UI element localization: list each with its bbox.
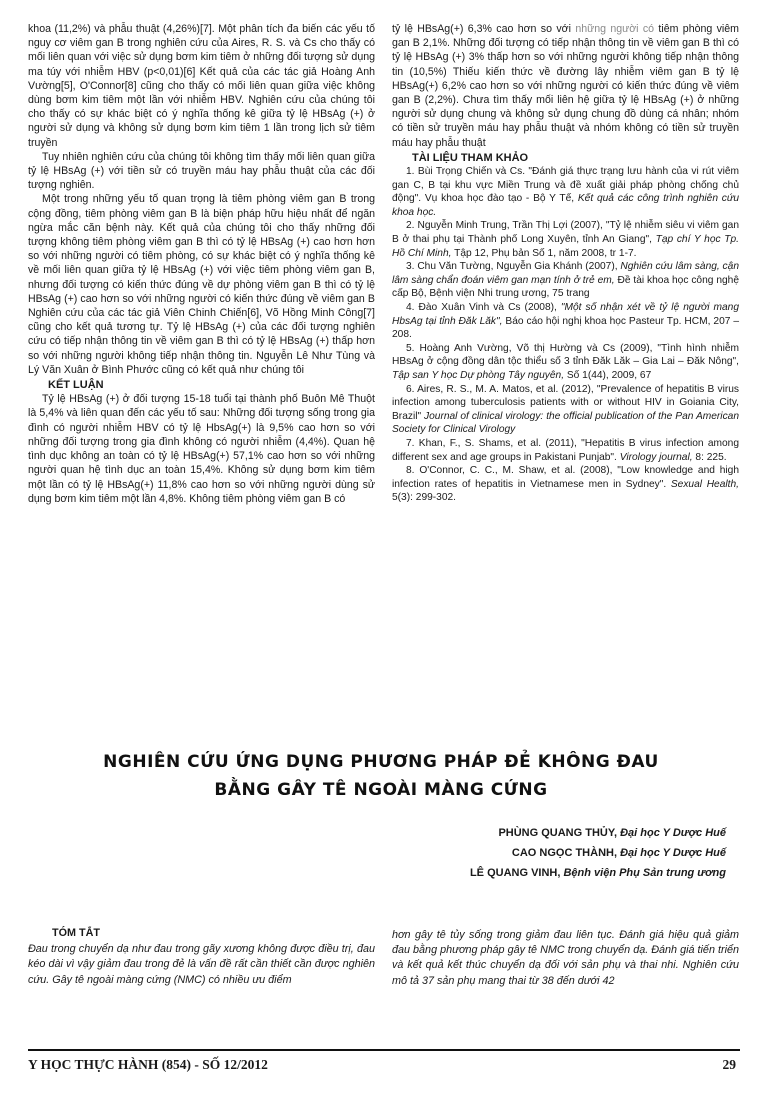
page-number: 29 — [722, 1057, 736, 1072]
author-affiliation: Bệnh viện Phụ Sản trung ương — [563, 867, 726, 879]
conclusion-heading: KẾT LUẬN — [48, 379, 104, 392]
author-name: LÊ QUANG VINH, — [469, 867, 561, 879]
continuation-text-start: tỷ lệ HBsAg(+) 6,3% cao hơn so với — [392, 23, 576, 35]
references-heading: TÀI LIỆU THAM KHẢO — [412, 151, 529, 164]
author-name: CAO NGỌC THÀNH, — [511, 847, 618, 859]
paragraph: khoa (11,2%) và phẫu thuật (4,26%)[7]. Một phân tích đa biến các yếu tố nguy cơ viêm gan B trong nghiên cứu của Aires, R. S. và Cs cho thấy có mối liên quan với việc sử dụng bơm kim tiêm ở những đối tượng sử dụng ma túy với nhiễm HBV (p<0,01)[6] Kết quả của các tác giả Hoàng Anh Vường[5], O'Connor[8] cũng cho thấy có mối liên quan giữa việc không dùng bơm kim tiêm một lần với nhiễm HBV. Nghiên cứu của chúng tôi cho thấy có sự khác biệt có ý nghĩa thống kê giữa tỷ lệ HBsAg (+) ở người sử dụng và không sử dụng bơm kim tiêm 1 lần trong lịch sử tiêm truyền — [28, 23, 375, 149]
reference-tail: Báo cáo hội nghị khoa học Pasteur Tp. HCM, 207 – 208. — [392, 315, 739, 341]
reference-item — [392, 437, 739, 464]
left-column — [28, 22, 375, 506]
reference-item — [392, 165, 739, 219]
reference-source: Tạp chí Y học Tp. Hồ Chí Minh, — [392, 234, 739, 259]
abstract-text: Đau trong chuyển dạ như đau trong gãy xương không được điều trị, đau kéo dài vì vậy giảm đau trong đẻ là vấn đề rất cần thiết cần được nghiên cứu. Gây tê ngoài màng cứng (NMC) có nhiều ưu điểm — [28, 943, 375, 986]
reference-tail: 5(3): 299-302. — [392, 492, 456, 504]
continuation-paragraph — [392, 22, 739, 150]
paragraph: Một trong những yếu tố quan trọng là tiêm phòng viêm gan B trong cộng đồng, tiêm phòng viêm gan B là biện pháp hữu hiệu nhất để ngăn ngừa mắc căn bệnh này. Kết quả của chúng tôi cho thấy những đối tượng không tiêm phòng viêm gan B thì có tỷ lệ HBsAg (+) cao hơn hơn so với những người có tiêm phòng, có sự khác biệt có ý nghĩa thống kê về mối liên quan giữa tỷ lệ HBsAg (+) với việc tiêm phòng viêm gan B, nhưng đối tượng có kiến thức đúng về dự phòng viêm gan B thì có tỷ lệ HBsAg (+) cao hơn so với những người có kiến thức đúng về viêm gan B Nghiên cứu của các tác giả Viên Chinh Chiến[6], Võ Hồng Minh Công[7] cũng cho kết quả tương tự. Tỷ lệ HBsAg (+) của các đối tượng nghiên cứu có tiếp nhận thông tin về viêm gan B thì có tỷ lệ HBsAg (+) thấp hơn so với những người không tiếp nhận thông tin. Nguyễn Lê Như Tùng và Lý Văn Xuân ở Bình Phước cũng có kết quả như chúng tôi — [28, 193, 375, 376]
faded-text: những người có — [575, 23, 655, 35]
reference-text: 8. O'Connor, C. C., M. Shaw, et al. (2008), "Low knowledge and high infection rates of hepatitis in Vietnamese men in Sydney". — [392, 465, 739, 490]
reference-text: 3. Chu Văn Tường, Nguyễn Gia Khánh (2007), — [406, 261, 621, 273]
reference-source: "Một số nhận xét về tỷ lệ người mang HbsAg tại tỉnh Đăk Lăk", — [392, 301, 739, 327]
reference-tail: Đề tài khoa học công nghệ cấp Bộ, Bệnh viện Nhi trung ương, 75 trang — [392, 274, 739, 300]
footer-journal: Y HỌC THỰC HÀNH (854) - SỐ 12/2012 — [28, 1057, 268, 1072]
author-entry — [470, 843, 726, 863]
reference-tail: 8: 225. — [692, 451, 727, 463]
reference-item — [392, 464, 739, 505]
reference-text: 6. Aires, R. S., M. A. Matos, et al. (2012), "Prevalence of hepatitis B virus infection among tuberculosis patients with or without HIV in Goiania City, Brazil" — [392, 383, 739, 422]
author-affiliation: Đại học Y Dược Huế — [620, 827, 726, 839]
reference-item — [392, 219, 739, 260]
reference-text: 7. Khan, F., S. Shams, et al. (2011), "Hepatitis B virus infection among different sex and age groups in Pakistani Punjab". — [392, 437, 739, 463]
reference-item — [392, 301, 739, 342]
continuation-text: tiêm phòng viêm gan B 2,1%. Những đối tượng có tiếp nhận thông tin về viêm gan B thì có tỷ lệ HBsAg (+) 3% thấp hơn so với những người không tiếp nhận thông tin (10,5%) Thiếu kiến thức về đường lây nhiễm viêm gan B tỷ lệ HBsAg(+) 6,2% cao hơn so với những người có kiến thức đúng về viêm gan B (2,2%). Chưa tìm thấy mối liên hệ giữa tỷ lệ HBsAg (+) ở những người sử dụng chung và không sử dụng chung đồ dùng cá nhân; nhóm có tiền sử truyền máu hay phẫu thuật và nhóm không có tiền sử truyền máu hay phẫu thuật — [392, 23, 739, 149]
reference-text: 5. Hoàng Anh Vường, Võ thị Hường và Cs (2009), "Tình hình nhiễm HBsAg ở cộng đồng dân tộc thiểu số 3 tỉnh Đăk Lăk – Gia Lai – Đăk Nông", — [392, 342, 739, 368]
abstract-text: hơn gây tê tủy sống trong giảm đau liên tục. Đánh giá hiệu quả giảm đau bằng phương pháp gây tê NMC trong chuyển dạ. Đánh giá tiến triển và kết quả kết thúc chuyển dạ đối với sản phụ và thai nhi. Nghiên cứu mô tả 37 sản phụ mang thai từ 38 đến dưới 42 — [392, 929, 739, 987]
reference-text: 2. Nguyễn Minh Trung, Trần Thị Lợi (2007), "Tỷ lệ nhiễm siêu vi viêm gan B ở thai phụ tại Thành phố Long Xuyên, tỉnh An Giang", — [392, 220, 739, 245]
author-affiliation: Đại học Y Dược Huế — [620, 847, 726, 859]
reference-text: 4. Đào Xuân Vinh và Cs (2008), — [406, 301, 561, 313]
reference-source: Sexual Health, — [670, 478, 739, 490]
right-column — [392, 22, 739, 505]
reference-source: Nghiên cứu lâm sàng, cận lâm sàng chẩn đoán viêm gan mạn tính ở trẻ em, — [392, 261, 739, 286]
conclusion-paragraph: Tỷ lệ HBsAg (+) ở đối tượng 15-18 tuổi tại thành phố Buôn Mê Thuột là 5,4% và liên quan đến các yếu tố sau: Những đối tượng sống trong gia đình có người nhiễm HBV có tỷ lệ HbsAg(+) là 9,5% cao hơn so với những đối tượng trong gia đình không có người nhiễm (4,4%). Quan hệ tình dục không an toàn có tỷ lệ HBsAg(+) 57,1% cao hơn so với những người quan hệ tình dục an toàn 15,4%. Không sử dụng bơm kim tiêm một lần có tỷ lệ HBsAg(+) 11,8% cao hơn so với những người dùng sử dụng bơm kim tiêm một lần 4,8%. Không tiêm phòng viêm gan B có — [28, 393, 375, 505]
reference-source: Tập san Y học Dự phòng Tây nguyên, — [392, 369, 565, 381]
paragraph: Tuy nhiên nghiên cứu của chúng tôi không tìm thấy mối liên quan giữa tỷ lệ HBsAg (+) với tiền sử có truyền máu hay phẫu thuật của các đối tượng nghiên. — [28, 150, 375, 192]
reference-source: Virology journal, — [619, 451, 693, 463]
article-title — [40, 748, 722, 804]
abstract-left — [28, 926, 375, 988]
reference-source: Journal of clinical virology: the official publication of the Pan American Society for Clinical Virology — [392, 410, 739, 436]
article-title-line: BẰNG GÂY TÊ NGOÀI MÀNG CỨNG — [214, 780, 548, 800]
abstract-right — [392, 928, 739, 989]
reference-item — [392, 260, 739, 301]
reference-tail: Tập 12, Phụ bản Số 1, năm 2008, tr 1-7. — [451, 247, 637, 259]
author-list — [470, 823, 726, 883]
reference-item — [392, 342, 739, 383]
reference-source: Kết quả các công trình nghiên cứu khoa học. — [392, 193, 739, 218]
author-entry — [470, 863, 726, 883]
reference-text: 1. Bùi Trọng Chiến và Cs. "Đánh giá thực trạng lưu hành của vi rút viêm gan C, B tại khu vực Miền Trung và đề xuất giải pháp phòng chống chủ động". Vụ khoa học đào tạo - Bộ Y Tế, — [392, 166, 739, 205]
footer-divider — [28, 1049, 740, 1051]
reference-list — [392, 165, 739, 505]
author-entry — [470, 823, 726, 843]
author-name: PHÙNG QUANG THỦY, — [498, 827, 618, 839]
abstract-heading: TÓM TẮT — [52, 927, 100, 939]
article-title-line: NGHIÊN CỨU ỨNG DỤNG PHƯƠNG PHÁP ĐẺ KHÔNG ĐAU — [103, 752, 659, 772]
reference-item — [392, 383, 739, 437]
reference-tail: Số 1(44), 2009, 67 — [564, 369, 652, 381]
